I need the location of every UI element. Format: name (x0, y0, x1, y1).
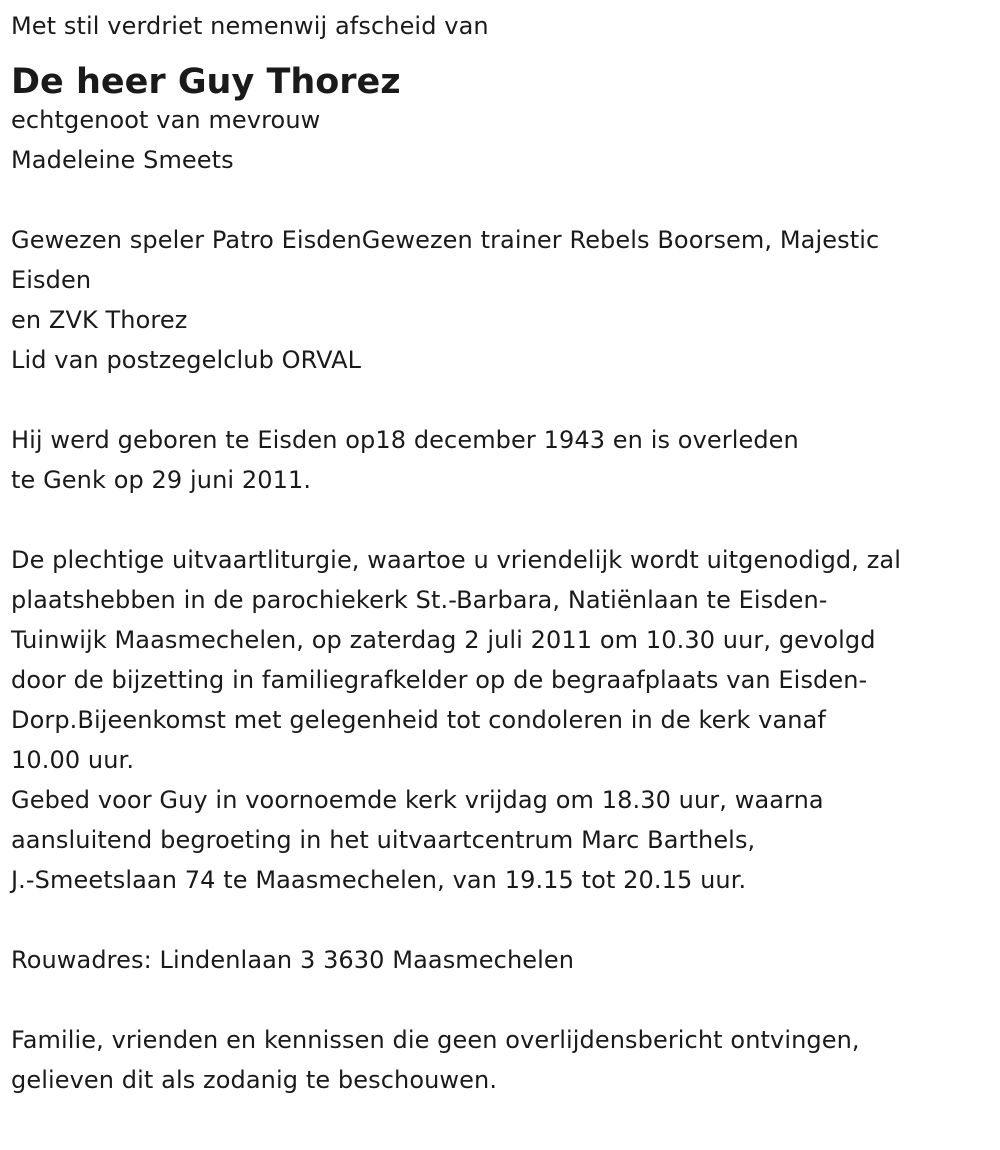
ceremony-line: J.-Smeetslaan 74 te Maasmechelen, van 19.15 tot 20.15 uur. (11, 866, 747, 894)
career-line: en ZVK Thorez (11, 306, 188, 334)
spouse-name: Madeleine Smeets (11, 146, 234, 174)
spouse-block (11, 100, 989, 180)
ceremony-line: Gebed voor Guy in voornoemde kerk vrijdag om 18.30 uur, waarna (11, 786, 824, 814)
birth-death-line: te Genk op 29 juni 2011. (11, 466, 312, 494)
career-line: Eisden (11, 266, 92, 294)
spacer (11, 500, 989, 540)
closing-block (11, 1020, 989, 1100)
birth-death-line: Hij werd geboren te Eisden op18 december 1943 en is overleden (11, 426, 799, 454)
spacer (11, 180, 989, 220)
closing-line: Familie, vrienden en kennissen die geen overlijdensbericht ontvingen, (11, 1026, 860, 1054)
ceremony-line: plaatshebben in de parochiekerk St.-Barbara, Natiënlaan te Eisden- (11, 586, 828, 614)
ceremony-line: De plechtige uitvaartliturgie, waartoe u vriendelijk wordt uitgenodigd, zal (11, 546, 901, 574)
ceremony-line: door de bijzetting in familiegrafkelder op de begraafplaats van Eisden- (11, 666, 868, 694)
ceremony-line: aansluitend begroeting in het uitvaartcentrum Marc Barthels, (11, 826, 756, 854)
birth-death-block (11, 420, 989, 500)
mourning-address: Rouwadres: Lindenlaan 3 3630 Maasmechelen (11, 946, 575, 974)
ceremony-line: 10.00 uur. (11, 746, 135, 774)
closing-line: gelieven dit als zodanig te beschouwen. (11, 1066, 498, 1094)
career-line: Gewezen speler Patro EisdenGewezen trainer Rebels Boorsem, Majestic (11, 226, 880, 254)
career-block (11, 220, 989, 380)
ceremony-line: Tuinwijk Maasmechelen, op zaterdag 2 juli 2011 om 10.30 uur, gevolgd (11, 626, 876, 654)
career-line: Lid van postzegelclub ORVAL (11, 346, 362, 374)
intro-line: Met stil verdriet nemenwij afscheid van (11, 12, 489, 40)
ceremony-block (11, 540, 989, 900)
deceased-name: De heer Guy Thorez (11, 62, 401, 102)
ceremony-line: Dorp.Bijeenkomst met gelegenheid tot condoleren in de kerk vanaf (11, 706, 826, 734)
spouse-line: echtgenoot van mevrouw (11, 106, 321, 134)
spacer (11, 980, 989, 1020)
spacer (11, 900, 989, 940)
spacer (11, 380, 989, 420)
